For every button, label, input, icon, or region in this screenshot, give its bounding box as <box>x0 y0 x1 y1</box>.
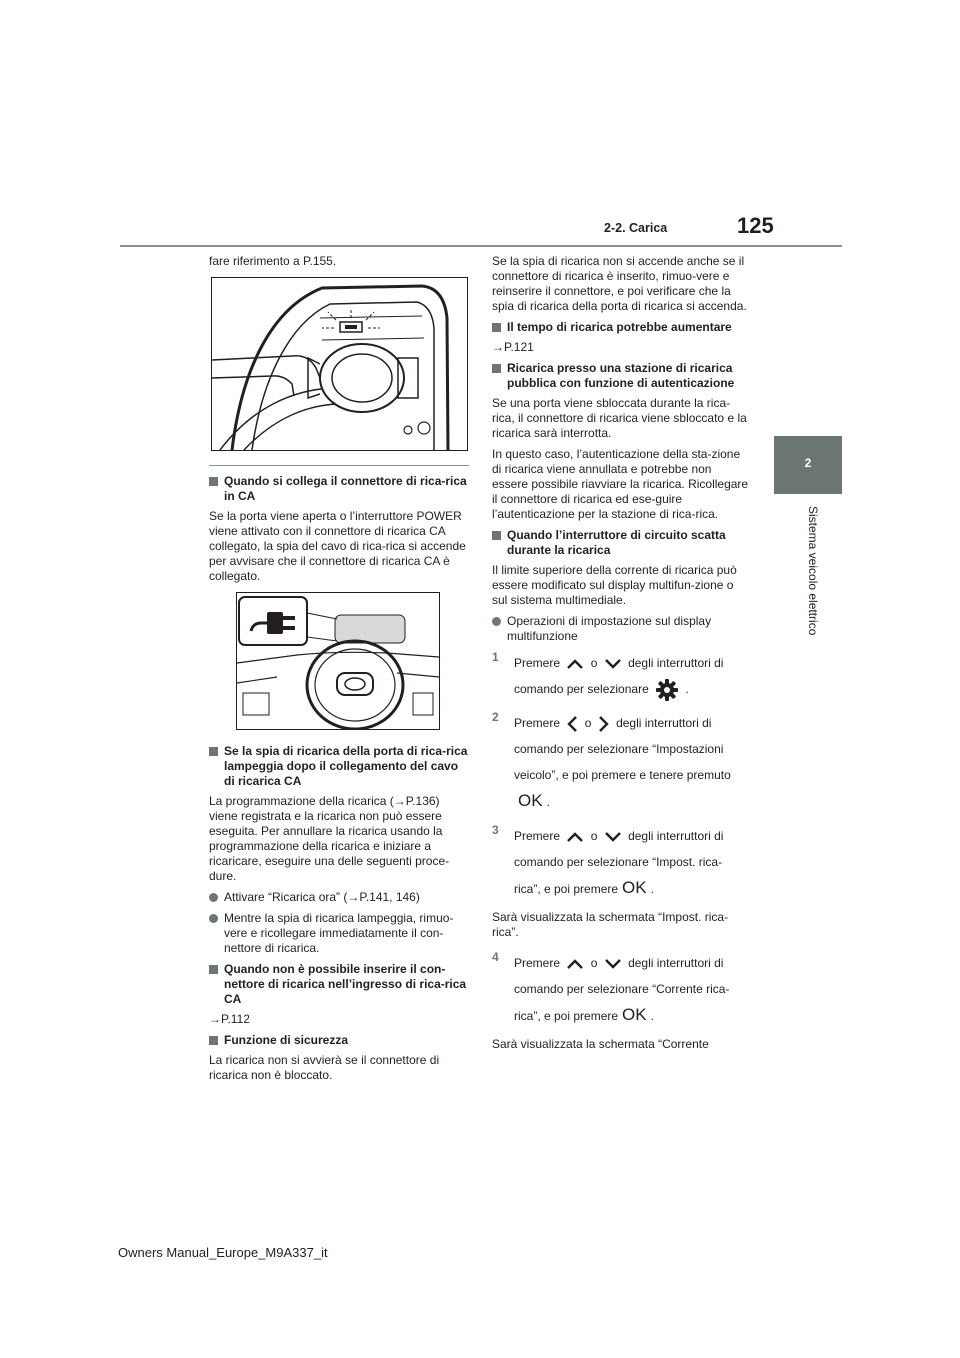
paragraph-safety: La ricarica non si avvierà se il connettore di ricarica non è bloccato. <box>209 1053 440 1082</box>
step-text: o <box>584 716 592 730</box>
paragraph-door-unlock: Se una porta viene sbloccata durante la rica-rica, il connettore di ricarica viene sbloccato e la ricarica sarà interrotta. <box>492 396 747 440</box>
step-number: 1 <box>492 650 499 664</box>
step-2 <box>492 710 750 815</box>
chevron-down-icon <box>605 832 621 842</box>
chapter-number: 2 <box>804 456 812 470</box>
step-text: veicolo”, e poi premere e tenere premuto <box>514 768 731 782</box>
ok-button-glyph: OK <box>518 791 543 810</box>
ref-p121: →P.121 <box>492 340 534 354</box>
step-text: comando per selezionare “Corrente rica- <box>514 982 730 996</box>
step-number: 4 <box>492 950 499 964</box>
paragraph-screen-impost: Sarà visualizzata la schermata “Impost. rica-rica”. <box>492 910 729 939</box>
bullet-reconnect: Mentre la spia di ricarica lampeggia, rimuo-vere e ricollegare immediatamente il con-nettore di ricarica. <box>209 911 469 956</box>
chevron-right-icon <box>599 716 609 732</box>
step-4 <box>492 950 750 1029</box>
step-text: . <box>650 1009 654 1023</box>
ref-p112: →P.112 <box>209 1012 250 1026</box>
step-text: o <box>590 656 598 670</box>
dashboard-drawing <box>237 593 439 729</box>
heading-charge-time: Il tempo di ricarica potrebbe aumentare <box>492 320 750 335</box>
step-text: comando per selezionare “Impostazioni <box>514 742 724 756</box>
step-text: degli interruttori di <box>628 956 724 970</box>
step-text: Premere <box>514 829 561 843</box>
heading-lamp-blinking: Se la spia di ricarica della porta di rica-rica lampeggia dopo il collegamento del cavo di ricarica CA <box>209 744 469 789</box>
paragraph-current-limit: Il limite superiore della corrente di ricarica può essere modificato sul display multifun-zione o sul sistema multimediale. <box>492 563 737 607</box>
chapter-tab <box>774 436 842 494</box>
charging-port-drawing <box>212 278 467 450</box>
intro-text: fare riferimento a P.155. <box>209 254 337 268</box>
step-text: o <box>590 956 598 970</box>
chapter-label: Sistema veicolo elettrico <box>806 506 820 636</box>
dashboard-illustration <box>236 592 440 730</box>
paragraph-ac-connector: Se la porta viene aperta o l’interruttore POWER viene attivato con il connettore di ricarica CA collegato, la spia del cavo di rica-rica si accende per avvisare che il connettore di ricarica CA è collegato. <box>209 509 466 583</box>
paragraph-lamp-blinking: La programmazione della ricarica (→P.136) viene registrata e la ricarica non può essere eseguita. Per annullare la ricarica usando la programmazione della ricarica e iniziare a ricaricare, eseguire una delle seguenti proce-dure. <box>209 794 450 883</box>
step-text: degli interruttori di <box>628 656 724 670</box>
ok-button-glyph: OK <box>622 1005 647 1024</box>
step-text: rica”, e poi premere <box>514 1009 619 1023</box>
footer-manual-id: Owners Manual_Europe_M9A337_it <box>118 1245 328 1260</box>
right-column <box>492 254 750 1058</box>
step-number: 2 <box>492 710 499 724</box>
step-text: Premere <box>514 956 561 970</box>
ok-button-glyph: OK <box>622 878 647 897</box>
step-text: degli interruttori di <box>628 829 724 843</box>
step-text: . <box>685 682 689 696</box>
page-number: 125 <box>737 213 774 238</box>
charging-port-illustration <box>211 277 468 451</box>
heading-ac-connector: Quando si collega il connettore di rica-rica in CA <box>209 474 469 504</box>
step-text: comando per selezionare “Impost. rica- <box>514 855 723 869</box>
chevron-down-icon <box>605 959 621 969</box>
gear-icon <box>656 679 678 701</box>
header-rule <box>120 245 842 247</box>
step-text: rica”, e poi premere <box>514 882 619 896</box>
paragraph-authentication: In questo caso, l’autenticazione della sta-zione di ricarica viene annullata e potrebbe non essere possibile riavviare la ricarica. Ricollegare il connettore di ricarica ed ese-guire l’autenticazione per la stazione di rica-rica. <box>492 447 749 521</box>
step-3 <box>492 823 750 902</box>
divider <box>209 465 469 466</box>
section-title: 2-2. Carica <box>604 221 668 235</box>
heading-safety: Funzione di sicurezza <box>209 1033 469 1048</box>
bullet-mid-settings: Operazioni di impostazione sul display multifunzione <box>492 614 750 644</box>
left-column <box>209 254 469 1089</box>
step-text: o <box>590 829 598 843</box>
heading-cannot-insert: Quando non è possibile inserire il con-nettore di ricarica nell’ingresso di rica-rica CA <box>209 962 469 1007</box>
step-text: . <box>650 882 654 896</box>
step-text: degli interruttori di <box>616 716 712 730</box>
chevron-up-icon <box>567 959 583 969</box>
heading-public-station: Ricarica presso una stazione di ricarica pubblica con funzione di autenticazione <box>492 361 750 391</box>
step-number: 3 <box>492 823 499 837</box>
step-text: Premere <box>514 656 561 670</box>
step-text: . <box>546 795 550 809</box>
bullet-charge-now: Attivare “Ricarica ora” (→P.141, 146) <box>209 890 469 905</box>
step-1 <box>492 650 750 702</box>
chevron-up-icon <box>567 659 583 669</box>
step-text: comando per selezionare <box>514 682 649 696</box>
step-text: Premere <box>514 716 561 730</box>
paragraph-screen-corrente: Sarà visualizzata la schermata “Corrente <box>492 1037 709 1051</box>
paragraph-lamp-off: Se la spia di ricarica non si accende anche se il connettore di ricarica è inserito, rimuo-vere e reinserire il connettore, e poi verificare che la spia di ricarica della porta di ricarica si accenda. <box>492 254 747 313</box>
heading-breaker: Quando l’interruttore di circuito scatta durante la ricarica <box>492 528 750 558</box>
chevron-down-icon <box>605 659 621 669</box>
chevron-up-icon <box>567 832 583 842</box>
chevron-left-icon <box>567 716 577 732</box>
